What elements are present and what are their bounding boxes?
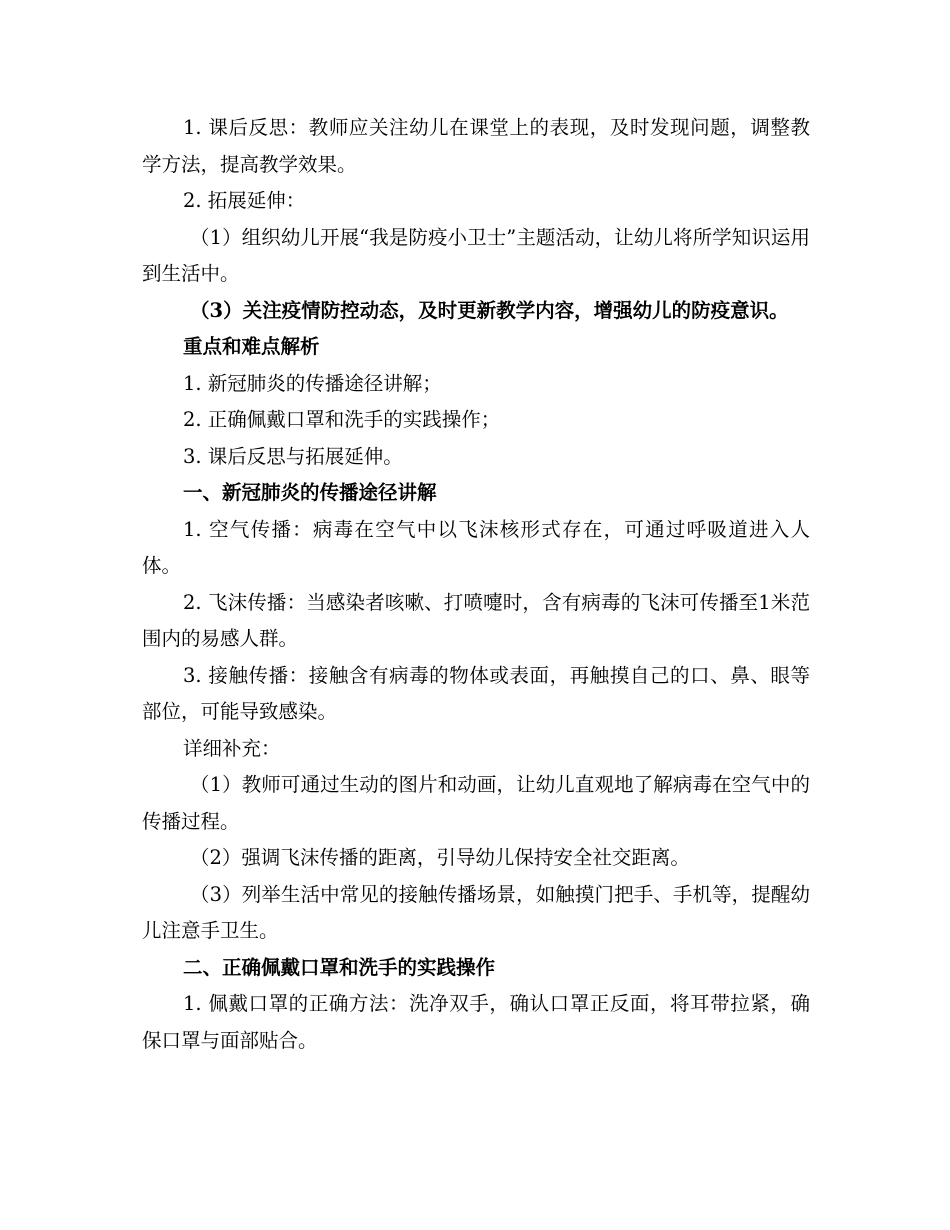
paragraph-detail-2: （2）强调飞沫传播的距离，引导幼儿保持安全社交距离。 <box>190 846 690 869</box>
list-item-key-point-3: 3. 课后反思与拓展延伸。 <box>183 444 403 468</box>
heading-key-points: 重点和难点解析 <box>183 335 320 358</box>
paragraph-droplet: 2. 飞沫传播：当感染者咳嗽、打喷嚏时，含有病毒的飞沫可传播至1米范围内的易感人群。 <box>142 590 810 650</box>
paragraph-contact: 3. 接触传播：接触含有病毒的物体或表面，再触摸自己的口、鼻、眼等部位，可能导致感染。 <box>142 663 810 723</box>
paragraph-mask-method: 1. 佩戴口罩的正确方法：洗净双手，确认口罩正反面，将耳带拉紧，确保口罩与面部贴合。 <box>142 992 810 1052</box>
heading-section-1: 一、新冠肺炎的传播途径讲解 <box>183 481 437 504</box>
document-body <box>142 110 810 1059</box>
heading-section-2: 二、正确佩戴口罩和洗手的实践操作 <box>183 955 496 979</box>
paragraph-extension-item-3: （3）关注疫情防控动态，及时更新教学内容，增强幼儿的防疫意识。 <box>190 298 789 322</box>
list-item-key-point-2: 2. 正确佩戴口罩和洗手的实践操作； <box>183 408 501 431</box>
list-item-key-point-1: 1. 新冠肺炎的传播途径讲解； <box>183 371 442 395</box>
paragraph-airborne: 1. 空气传播：病毒在空气中以飞沫核形式存在，可通过呼吸道进入人体。 <box>142 517 810 577</box>
paragraph-extension-title: 2. 拓展延伸： <box>183 189 306 212</box>
paragraph-reflection: 1. 课后反思：教师应关注幼儿在课堂上的表现，及时发现问题，调整教学方法，提高教学效果。 <box>142 116 810 176</box>
paragraph-extension-item-1: （1）组织幼儿开展“我是防疫小卫士”主题活动，让幼儿将所学知识运用到生活中。 <box>142 225 810 285</box>
paragraph-detail-3: （3）列举生活中常见的接触传播场景，如触摸门把手、手机等，提醒幼儿注意手卫生。 <box>142 882 810 942</box>
paragraph-detail-1: （1）教师可通过生动的图片和动画，让幼儿直观地了解病毒在空气中的传播过程。 <box>142 773 810 833</box>
paragraph-details-title: 详细补充： <box>183 736 281 760</box>
